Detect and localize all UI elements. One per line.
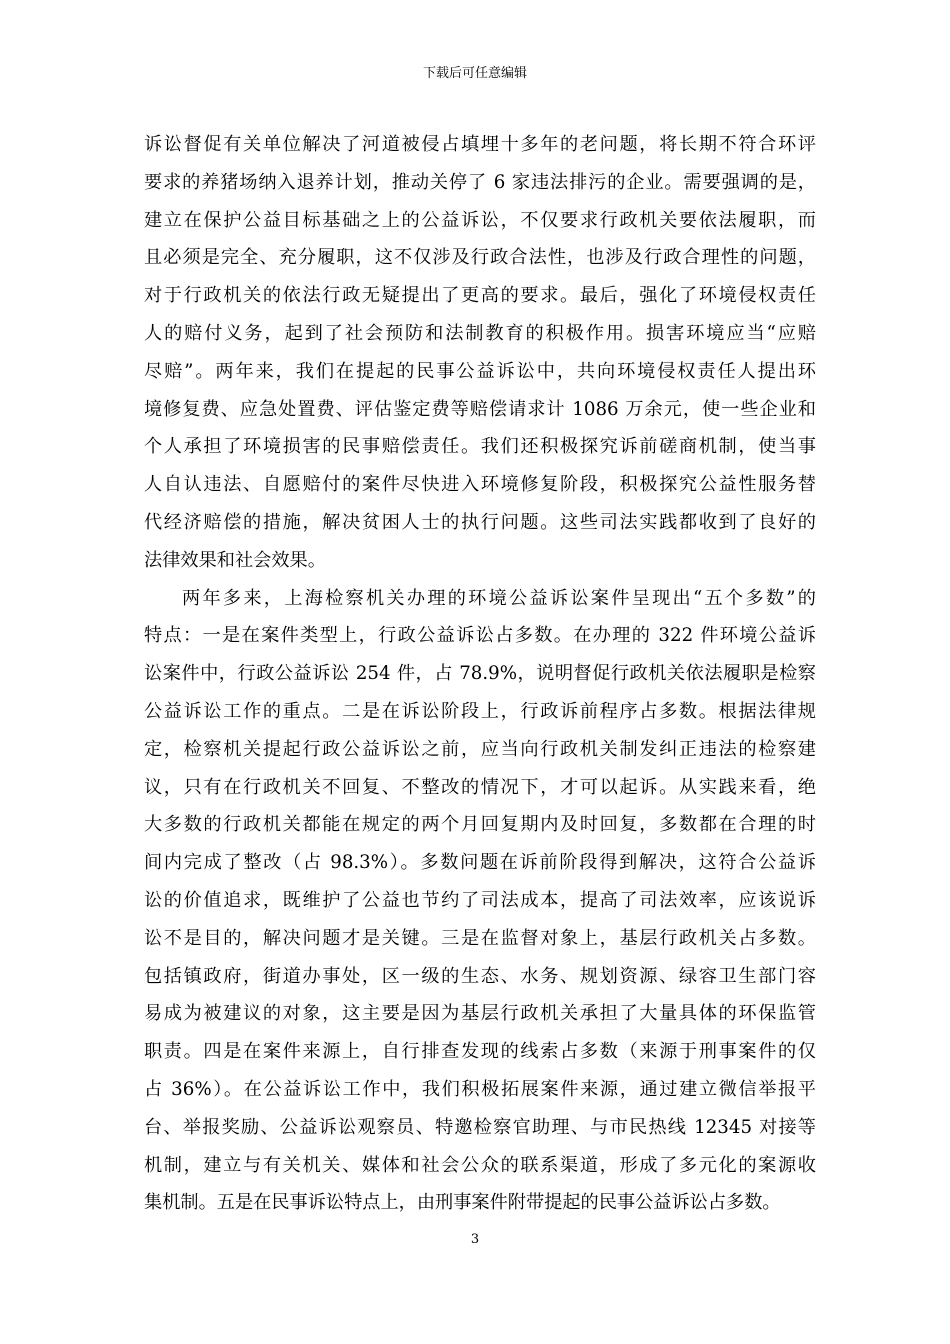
text-line: 要求的养猪场纳入退养计划，推动关停了 6 家违法排污的企业。需要强调的是， — [144, 171, 816, 193]
text-line: 定，检察机关提起行政公益诉讼之前，应当向行政机关制发纠正违法的检察建 — [144, 738, 816, 760]
text-line: 人自认违法、自愿赔付的案件尽快进入环境修复阶段，积极探究公益性服务替 — [144, 474, 816, 496]
text-line: 讼案件中，行政公益诉讼 254 件，占 78.9%，说明督促行政机关依法履职是检察 — [144, 663, 816, 685]
paragraph-2 — [144, 580, 816, 1223]
text-line: 占 36%）。在公益诉讼工作中，我们积极拓展案件来源，通过建立微信举报平 — [144, 1078, 816, 1100]
text-line: 尽赔”。两年来，我们在提起的民事公益诉讼中，共向环境侵权责任人提出环 — [144, 360, 816, 382]
text-line: 个人承担了环境损害的民事赔偿责任。我们还积极探究诉前磋商机制，使当事 — [144, 436, 816, 458]
text-line: 大多数的行政机关都能在规定的两个月回复期内及时回复，多数都在合理的时 — [144, 814, 816, 836]
text-line: 人的赔付义务，起到了社会预防和法制教育的积极作用。损害环境应当“应赔 — [144, 322, 816, 344]
text-line: 且必须是完全、充分履职，这不仅涉及行政合法性，也涉及行政合理性的问题， — [144, 247, 816, 269]
text-line: 建立在保护公益目标基础之上的公益诉讼，不仅要求行政机关要依法履职，而 — [144, 209, 816, 231]
text-line: 间内完成了整改（占 98.3%）。多数问题在诉前阶段得到解决，这符合公益诉 — [144, 852, 816, 874]
text-line: 包括镇政府，街道办事处，区一级的生态、水务、规划资源、绿容卫生部门容 — [144, 965, 816, 987]
body-text — [144, 126, 816, 1222]
text-line: 两年多来，上海检察机关办理的环境公益诉讼案件呈现出“五个多数”的 — [182, 587, 816, 609]
text-line: 职责。四是在案件来源上，自行排查发现的线索占多数（来源于刑事案件的仅 — [144, 1041, 816, 1063]
page-header: 下载后可任意编辑 — [422, 66, 527, 81]
page-number: 3 — [470, 1232, 480, 1247]
text-line: 代经济赔偿的措施，解决贫困人士的执行问题。这些司法实践都收到了良好的 — [144, 511, 816, 533]
text-line: 讼的价值追求，既维护了公益也节约了司法成本，提高了司法效率，应该说诉 — [144, 889, 816, 911]
paragraph-1 — [144, 126, 816, 580]
text-line: 公益诉讼工作的重点。二是在诉讼阶段上，行政诉前程序占多数。根据法律规 — [144, 700, 816, 722]
text-line: 台、举报奖励、公益诉讼观察员、特邀检察官助理、与市民热线 12345 对接等 — [144, 1116, 816, 1138]
text-line: 机制，建立与有关机关、媒体和社会公众的联系渠道，形成了多元化的案源收 — [144, 1154, 816, 1176]
text-line: 特点：一是在案件类型上，行政公益诉讼占多数。在办理的 322 件环境公益诉 — [144, 625, 816, 647]
text-line: 对于行政机关的依法行政无疑提出了更高的要求。最后，强化了环境侵权责任 — [144, 285, 816, 307]
text-line: 境修复费、应急处置费、评估鉴定费等赔偿请求计 1086 万余元，使一些企业和 — [144, 398, 816, 420]
text-line: 易成为被建议的对象，这主要是因为基层行政机关承担了大量具体的环保监管 — [144, 1003, 816, 1025]
text-line: 诉讼督促有关单位解决了河道被侵占填埋十多年的老问题，将长期不符合环评 — [144, 134, 816, 155]
text-line: 集机制。五是在民事诉讼特点上，由刑事案件附带提起的民事公益诉讼占多数。 — [144, 1192, 781, 1214]
text-line: 议，只有在行政机关不回复、不整改的情况下，才可以起诉。从实践来看，绝 — [144, 776, 816, 798]
text-line: 法律效果和社会效果。 — [144, 549, 326, 571]
text-line: 讼不是目的，解决问题才是关键。三是在监督对象上，基层行政机关占多数。 — [144, 927, 816, 949]
